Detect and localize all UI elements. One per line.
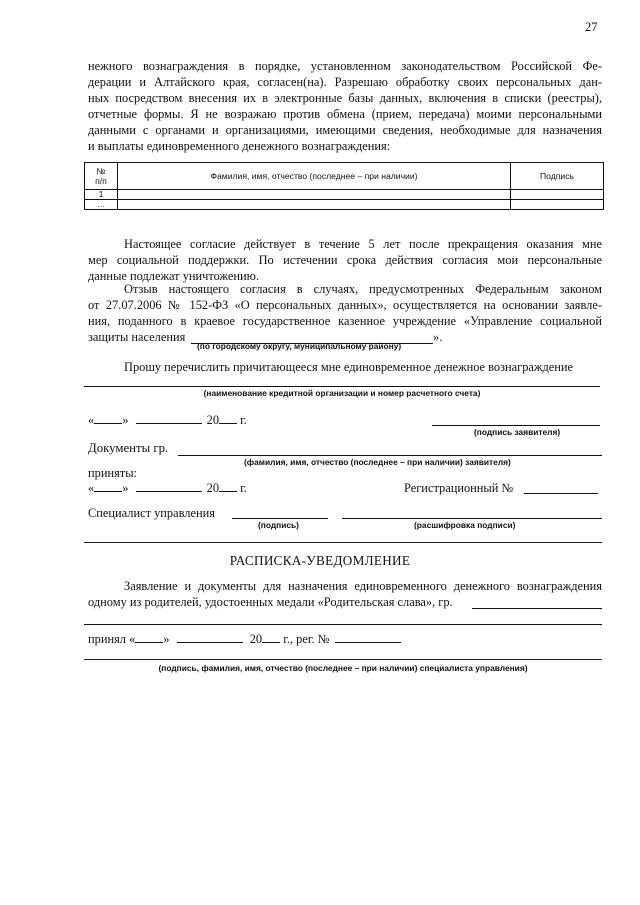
month-field[interactable]	[136, 491, 202, 492]
revocation-last-suffix: ».	[433, 330, 443, 344]
date-quote-close: »	[163, 632, 170, 646]
received-row	[88, 632, 401, 647]
consent-line: и выплаты единовременного денежного вознаграждения:	[88, 139, 391, 153]
revocation-line: от 27.07.2006 № 152-ФЗ «О персональных данных», осуществляется на основании заявле-	[88, 298, 602, 312]
year-field[interactable]	[262, 642, 280, 643]
receipt-line-2: одному из родителей, удостоенных медали «Родительская слава», гр.	[88, 595, 453, 609]
table-header-sign: Подпись	[511, 163, 604, 190]
table-row	[85, 190, 604, 200]
year-field[interactable]	[219, 491, 237, 492]
table-cell-name[interactable]	[118, 200, 511, 210]
table-cell-sign[interactable]	[511, 200, 604, 210]
caption-signature: (подпись)	[258, 520, 299, 530]
date-quote-open: «	[88, 413, 95, 427]
accepted-label: приняты:	[88, 466, 137, 480]
year-suffix: г.	[240, 413, 247, 427]
caption-district: (по городскому округу, муниципальному району)	[197, 341, 402, 351]
table-header-row	[85, 163, 604, 190]
accepted-date-row	[88, 481, 247, 496]
receipt-line: Заявление и документы для назначения единовременного денежного вознаграждения	[124, 579, 602, 593]
table-cell-num: 1	[85, 190, 118, 200]
date-quote-close: »	[122, 481, 129, 495]
parent-name-field[interactable]	[472, 608, 602, 609]
specialist-signature-field[interactable]	[232, 518, 328, 519]
consent-paragraph	[88, 58, 602, 154]
receipt-title: РАСПИСКА-УВЕДОМЛЕНИЕ	[229, 553, 411, 568]
table-header-name: Фамилия, имя, отчество (последнее – при наличии)	[118, 163, 511, 190]
revocation-last-prefix: защиты населения	[88, 330, 186, 344]
table-row	[85, 200, 604, 210]
registration-number-field[interactable]	[335, 642, 401, 643]
year-field[interactable]	[219, 423, 237, 424]
consent-line: ных посредством внесения их в электронные базы данных, включения в списки (реестры),	[88, 91, 602, 105]
table-cell-name[interactable]	[118, 190, 511, 200]
transfer-request: Прошу перечислить причитающееся мне единовременное денежное вознаграждение	[124, 360, 574, 374]
registration-label: Регистрационный №	[404, 481, 514, 495]
validity-line: Настоящее согласие действует в течение 5 лет после прекращения оказания мне	[124, 237, 602, 251]
revocation-line: Отзыв настоящего согласия в случаях, предусмотренных Федеральным законом	[124, 282, 602, 296]
table-cell-num: …	[85, 200, 118, 210]
applicant-name-field[interactable]	[178, 455, 602, 456]
table-header-num: № п/п	[85, 163, 118, 190]
registration-number-field[interactable]	[524, 493, 598, 494]
consent-line: данными с органами и организациями, имеющими сведения, необходимые для назначения	[88, 123, 602, 137]
year-prefix: 20	[249, 632, 263, 646]
validity-line: мер социальной поддержки. По истечении срока действия согласия мои персональные	[88, 253, 602, 267]
date-row	[88, 413, 247, 428]
validity-line: данные подлежат уничтожению.	[88, 269, 260, 283]
year-suffix: г.	[240, 481, 247, 495]
month-field[interactable]	[177, 642, 243, 643]
documents-label: Документы гр.	[88, 441, 169, 455]
validity-paragraph	[88, 236, 602, 284]
caption-applicant-name: (фамилия, имя, отчество (последнее – при наличии) заявителя)	[244, 457, 511, 467]
page-number: 27	[585, 20, 598, 34]
date-quote-open: «	[88, 481, 95, 495]
day-field[interactable]	[94, 491, 122, 492]
caption-bank: (наименование кредитной организации и номер расчетного счета)	[203, 388, 481, 398]
year-prefix: 20	[206, 481, 220, 495]
caption-applicant-signature: (подпись заявителя)	[474, 427, 561, 437]
day-field[interactable]	[135, 642, 163, 643]
consent-line: нежного вознаграждения в порядке, установленном законодательством Российской Фе-	[88, 59, 602, 73]
bank-field[interactable]	[84, 386, 600, 387]
consent-line: дерации и Алтайского края, согласен(на). Разрешаю обработку своих персональных дан-	[88, 75, 602, 89]
revocation-paragraph	[88, 281, 602, 329]
year-prefix: 20	[206, 413, 220, 427]
received-prefix: принял «	[88, 632, 136, 646]
month-field[interactable]	[136, 423, 202, 424]
applicant-signature-field[interactable]	[432, 425, 600, 426]
consent-line: отчетные формы. Я не возражаю против обмена (прием, передача) моими персональными	[88, 107, 602, 121]
cut-line	[84, 542, 602, 543]
caption-signature-decode: (расшифровка подписи)	[414, 520, 516, 530]
specialist-decode-field[interactable]	[342, 518, 602, 519]
receipt-paragraph	[88, 578, 602, 594]
specialist-sign-line	[84, 659, 602, 660]
signatures-table	[84, 162, 604, 210]
day-field[interactable]	[94, 423, 122, 424]
caption-specialist: (подпись, фамилия, имя, отчество (последнее – при наличии) специалиста управления)	[158, 663, 528, 673]
received-year-suffix: г., рег. №	[283, 632, 330, 646]
date-quote-close: »	[122, 413, 129, 427]
revocation-line: ния, поданного в краевое государственное казенное учреждение «Управление социальной	[88, 314, 602, 328]
parent-name-field-cont[interactable]	[84, 624, 602, 625]
specialist-label: Специалист управления	[88, 506, 215, 520]
table-cell-sign[interactable]	[511, 190, 604, 200]
